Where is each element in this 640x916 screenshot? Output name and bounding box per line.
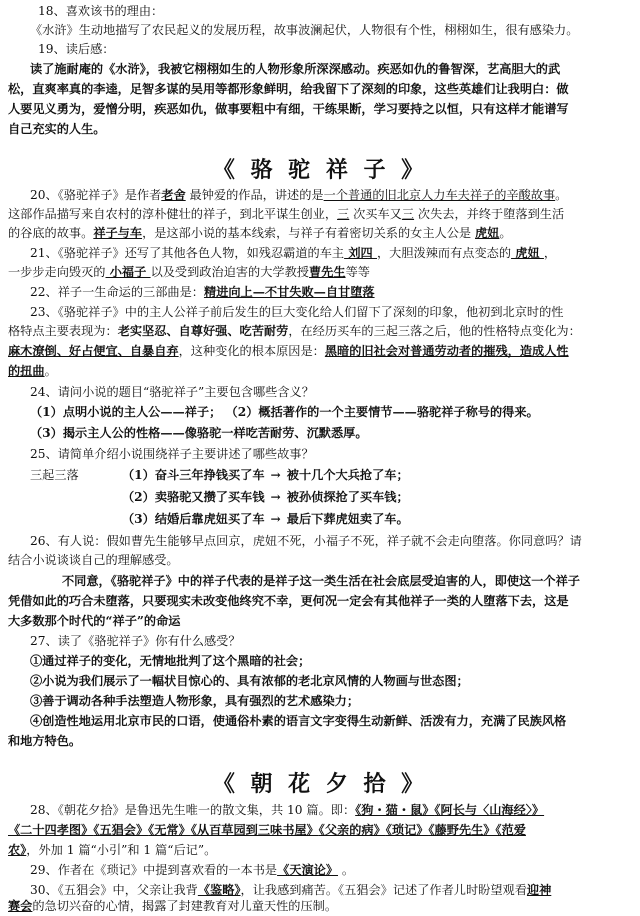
item-23-line-2: 格特点主要表现为：老实坚忍、自尊好强、吃苦耐劳，在经历买车的三起三落之后，他的性格特点变化为： [8,324,581,338]
item-20-line-3: 的谷底的故事。祥子与车，是这部小说的基本线索，与祥子有着密切关系的女主人公是 虎妞。 [8,226,512,240]
item-28-line-1: 28、《朝花夕拾》是鲁迅先生唯一的散文集，共 10 篇。即：《狗・猫・鼠》《阿长与〈山海经〉》 [30,803,545,817]
item-24: 24、请问小说的题目“骆驼祥子”主要包含哪些含义？ [30,385,314,399]
item-25-row-3: （3）结婚后靠虎妞买了车 → 最后下葬虎妞卖了车。 [122,512,409,526]
item-26-answer-3: 大多数那个时代的“祥子”的命运 [8,614,181,628]
item-26-line-1: 26、有人说：假如曹先生能够早点回京，虎妞不死，小福子不死，祥子就不会走向堕落。你同意吗？请 [30,534,582,548]
section-heading-luotuo-xiangzi: 《 骆 驼 祥 子 》 [212,157,428,183]
arrow-icon: → [270,468,281,482]
item-30-line-2: 赛会的急切兴奋的心情，揭露了封建教育对儿童天性的压制。 [8,899,338,913]
item-27-answer-2: ②小说为我们展示了一幅状目惊心的、具有浓郁的老北京风情的人物画与世态图； [30,674,469,688]
item-27-answer-1: ①通过祥子的变化，无情地批判了这个黑暗的社会； [30,654,311,668]
item-25: 25、请简单介绍小说围绕祥子主要讲述了哪些故事？ [30,447,314,461]
arrow-icon: → [270,490,281,504]
item-26-answer-2: 凭借如此的巧合未堕落，只要现实未改变他终究不幸，更何况一定会有其他祥子一类的人堕落下去，这是 [8,594,569,608]
item-27: 27、读了《骆驼祥子》你有什么感受？ [30,634,241,648]
item-27-answer-3: ③善于调动各种手法塑造人物形象，具有强烈的艺术感染力； [30,694,360,708]
item-20-line-2: 这部作品描写来自农村的淳朴健壮的祥子，到北平谋生创业，三 次买车又三 次失去，并终于堕落到生活 [8,207,565,221]
item-25-row-1: 三起三落 （1）奋斗三年挣钱买了车 → 被十几个大兵抢了车； [30,468,409,482]
item-19-label: 19、读后感： [38,42,115,56]
item-26-answer-1: 不同意，《骆驼祥子》中的祥子代表的是祥子这一类生活在社会底层受迫害的人，即使这一个祥子 [62,574,580,588]
arrow-icon: → [270,512,281,526]
item-26-line-2: 结合小说谈谈自己的理解感受。 [8,553,179,567]
item-27-answer-4: ④创造性地运用北京市民的口语，使通俗朴素的语言文字变得生动新鲜、活泼有力，充满了民族风格 [30,714,567,728]
item-22: 22、祥子一生命运的三部曲是：精进向上—不甘失败—自甘堕落 [30,285,375,299]
item-20-line-1: 20、《骆驼祥子》是作者老舍 最钟爱的作品，讲述的是一个普通的旧北京人力车夫祥子的辛酸故事。 [30,188,568,202]
section-heading-zhaohua-xishi: 《 朝 花 夕 拾 》 [212,771,428,797]
item-30-line-1: 30、《五猖会》中，父亲让我背《鉴略》，让我感到痛苦。《五猖会》记述了作者儿时盼望观看迎神 [30,883,552,897]
item-24-answer-2: （3）揭示主人公的性格——像骆驼一样吃苦耐劳、沉默悉厚。 [30,426,368,440]
review-line-1: 读了施耐庵的《水浒》，我被它栩栩如生的人物形象所深深感动。疾恶如仇的鲁智深，艺高胆大的武 [30,62,561,76]
item-23-line-1: 23、《骆驼祥子》中的主人公祥子前后发生的巨大变化给人们留下了深刻的印象，他初到北京时的性 [30,305,564,319]
item-21-line-2: 一步步走向毁灭的 小福子 以及受到政治迫害的大学教授曹先生等等 [8,265,370,279]
item-21-line-1: 21、《骆驼祥子》还写了其他各色人物，如残忍霸道的车主 刘四 ，大胆泼辣而有点变态的 虎妞 ， [30,246,557,260]
item-28-line-3: 农》，外加 1 篇“小引”和 1 篇“后记”。 [8,843,217,857]
item-25-row-2: （2）卖骆驼又攒了买车钱 → 被孙侦探抢了买车钱； [122,490,409,504]
review-line-3: 人要见义勇为，爱憎分明，疾恶如仇，做事要粗中有细，干练果断，学习要持之以恒，只有这样才能谱写 [8,102,569,116]
item-23-line-3: 麻木潦倒、好占便宜、自暴自弃，这种变化的根本原因是：黑暗的旧社会对普通劳动者的摧残，造成人性 [8,344,569,358]
review-line-4: 自己充实的人生。 [8,122,106,136]
item-18-answer: 《水浒》生动地描写了农民起义的发展历程，故事波澜起伏，人物很有个性，栩栩如生，很有感染力。 [30,23,579,37]
review-line-2: 松，直爽率真的李逵，足智多谋的吴用等都形象鲜明，给我留下了深刻的印象，这些英雄们让我明白：做 [8,82,569,96]
item-28-line-2: 《二十四孝图》《五猖会》《无常》《从百草园到三味书屋》《父亲的病》《琐记》《藤野先生》《范爱 [8,823,526,837]
item-27-answer-5: 和地方特色。 [8,734,82,748]
item-18-label: 18、喜欢该书的理由： [38,4,164,18]
item-29: 29、作者在《琐记》中提到喜欢看的一本书是《天演论》 。 [30,863,355,877]
item-24-answer-1: （1）点明小说的主人公——祥子； （2）概括著作的一个主要情节——骆驼祥子称号的得来。 [30,405,539,419]
item-23-line-4: 的扭曲。 [8,364,57,378]
